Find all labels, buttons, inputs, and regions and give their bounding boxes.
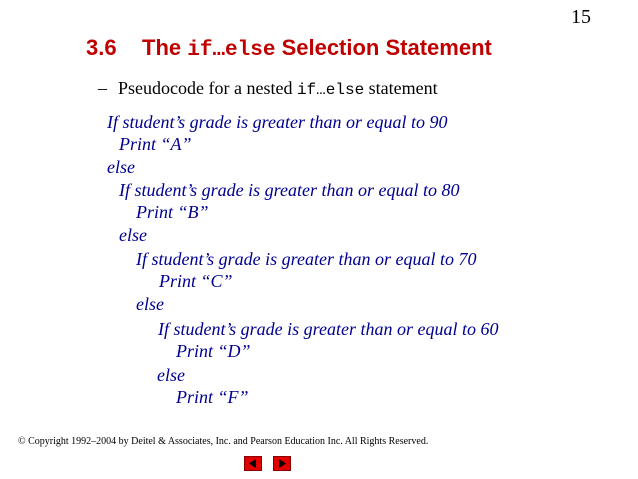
title-code: if…else <box>187 39 276 62</box>
slide-title <box>86 35 492 62</box>
pseudocode-line: else <box>136 294 164 314</box>
bullet-text-before: Pseudocode for a nested <box>118 78 297 98</box>
pseudocode-line: Print “D” <box>176 341 251 361</box>
pseudocode-line: Print “C” <box>159 271 233 291</box>
pseudocode-line: else <box>119 225 147 245</box>
pseudocode-line: Print “B” <box>136 202 209 222</box>
pseudocode-line: Print “A” <box>119 134 192 154</box>
triangle-left-icon <box>245 457 261 470</box>
pseudocode-line: If student’s grade is greater than or equal to 70 <box>136 249 477 269</box>
pseudocode-line: If student’s grade is greater than or equal to 60 <box>158 319 499 339</box>
pseudocode-line: else <box>107 157 135 177</box>
pseudocode-line: If student’s grade is greater than or equal to 80 <box>119 180 460 200</box>
bullet-text-after: statement <box>364 78 438 98</box>
bullet-point <box>98 78 438 99</box>
pseudocode-line: Print “F” <box>176 387 249 407</box>
page-number: 15 <box>571 6 591 28</box>
triangle-right-icon <box>274 457 290 470</box>
next-slide-button[interactable] <box>273 456 291 471</box>
pseudocode-line: else <box>157 365 185 385</box>
pseudocode-line: If student’s grade is greater than or equal to 90 <box>107 112 448 132</box>
bullet-dash: – <box>98 78 107 98</box>
previous-slide-button[interactable] <box>244 456 262 471</box>
copyright-footer: © Copyright 1992–2004 by Deitel & Associates, Inc. and Pearson Education Inc. All Rights Reserved. <box>18 436 429 447</box>
bullet-code: if…else <box>296 81 365 99</box>
section-number: 3.6 <box>86 35 117 60</box>
title-suffix: Selection Statement <box>275 35 492 60</box>
title-prefix: The <box>142 35 188 60</box>
